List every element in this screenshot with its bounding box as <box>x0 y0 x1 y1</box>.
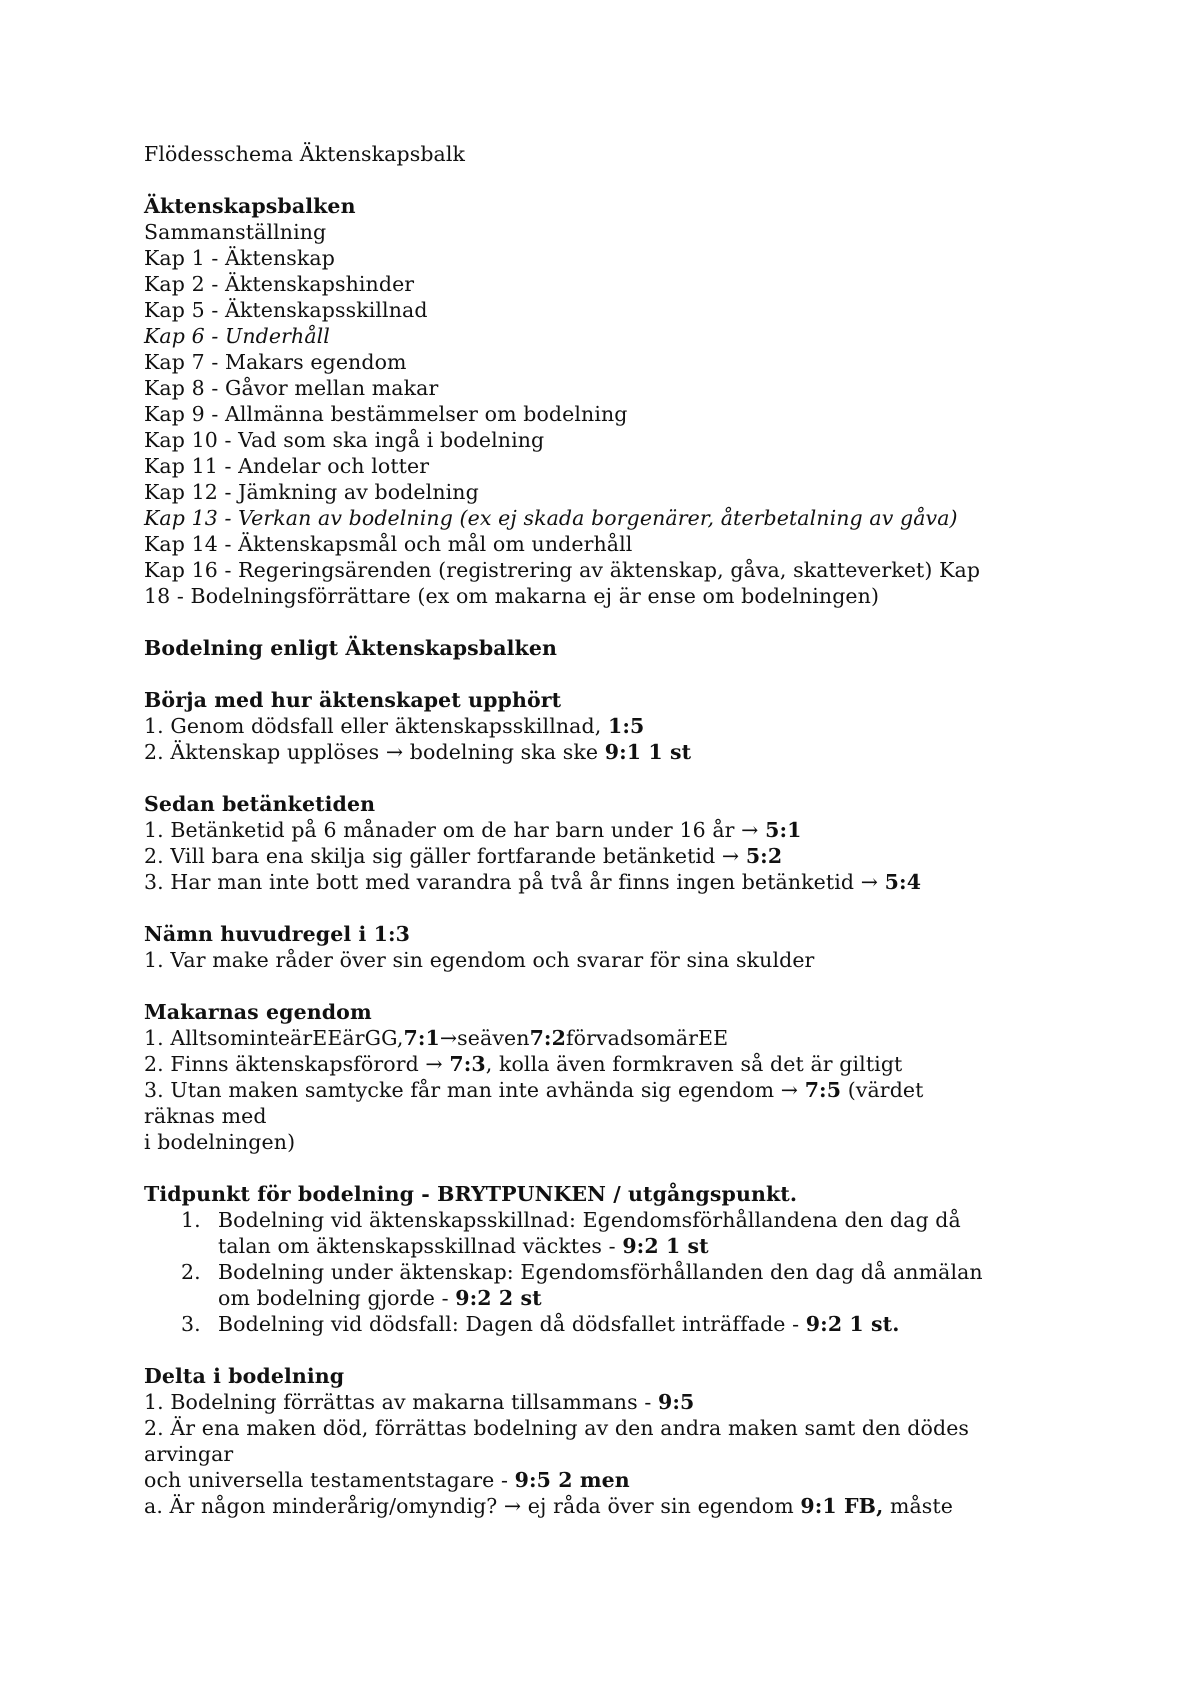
list-item: 1. Bodelning vid äktenskapsskillnad: Egendomsförhållandena den dag då talan om äktenskapsskillnad väcktes - 9:2 1 st <box>181 1208 961 1258</box>
list-item: 3. Bodelning vid dödsfall: Dagen då dödsfallet inträffade - 9:2 1 st. <box>181 1312 900 1336</box>
section-heading-bodelning: Bodelning enligt Äktenskapsbalken <box>144 636 557 660</box>
law-reference: 7:3 <box>449 1052 486 1076</box>
list-item: Kap 5 - Äktenskapsskillnad <box>144 298 428 322</box>
section-heading-huvudregel: Nämn huvudregel i 1:3 <box>144 922 410 946</box>
section-heading-tidpunkt: Tidpunkt för bodelning - BRYTPUNKEN / utgångspunkt. <box>144 1182 798 1206</box>
law-reference: 7:2 <box>529 1026 566 1050</box>
list-item-continuation: arvingar <box>144 1442 234 1466</box>
list-item: Kap 10 - Vad som ska ingå i bodelning <box>144 428 545 452</box>
list-item: 1. Betänketid på 6 månader om de har barn under 16 år → 5:1 <box>144 818 802 842</box>
law-reference: 9:1 FB, <box>800 1494 884 1518</box>
section-heading-delta: Delta i bodelning <box>144 1364 345 1388</box>
list-item: 2. Är ena maken död, förrättas bodelning av den andra maken samt den dödes <box>144 1416 970 1440</box>
law-reference: 9:5 2 men <box>514 1468 630 1492</box>
section-heading-egendom: Makarnas egendom <box>144 1000 372 1024</box>
list-item: Kap 6 - Underhåll <box>144 324 330 348</box>
list-item: 2. Vill bara ena skilja sig gäller fortfarande betänketid → 5:2 <box>144 844 783 868</box>
list-item: 1. Genom dödsfall eller äktenskapsskillnad, 1:5 <box>144 714 645 738</box>
law-reference: 9:2 2 st <box>455 1286 542 1310</box>
list-item-continuation: i bodelningen) <box>144 1130 296 1154</box>
section-heading-betanketid: Sedan betänketiden <box>144 792 376 816</box>
list-item: Kap 16 - Regeringsärenden (registrering av äktenskap, gåva, skatteverket) Kap <box>144 558 981 582</box>
law-reference: 9:2 1 st <box>622 1234 709 1258</box>
list-item: 2. Finns äktenskapsförord → 7:3, kolla även formkraven så det är giltigt <box>144 1052 903 1076</box>
law-reference: 9:1 1 st <box>604 740 692 764</box>
list-item: Sammanställning <box>144 220 327 244</box>
document-title: Flödesschema Äktenskapsbalk <box>144 142 466 166</box>
law-reference: 7:5 <box>804 1078 842 1102</box>
numbered-list <box>144 1207 1064 1337</box>
list-item: 2. Äktenskap upplöses → bodelning ska ske 9:1 1 st <box>144 740 692 764</box>
section-heading-borja: Börja med hur äktenskapet upphört <box>144 688 562 712</box>
list-item: 18 - Bodelningsförrättare (ex om makarna ej är ense om bodelningen) <box>144 584 880 608</box>
list-item: 2. Bodelning under äktenskap: Egendomsförhållanden den dag då anmälan om bodelning gjorde - 9:2 2 st <box>181 1260 983 1310</box>
list-item: Kap 8 - Gåvor mellan makar <box>144 376 439 400</box>
list-item: 1. Bodelning förrättas av makarna tillsammans - 9:5 <box>144 1390 695 1414</box>
section-heading-aktenskapsbalken: Äktenskapsbalken <box>144 194 356 218</box>
list-item-continuation: räknas med <box>144 1104 267 1128</box>
list-item: Kap 9 - Allmänna bestämmelser om bodelning <box>144 402 628 426</box>
list-item: 3. Har man inte bott med varandra på två år finns ingen betänketid → 5:4 <box>144 870 922 894</box>
list-item: 1. Var make råder över sin egendom och svarar för sina skulder <box>144 948 815 972</box>
document-page <box>144 141 1064 1519</box>
law-reference: 9:2 1 st. <box>805 1312 900 1336</box>
law-reference: 7:1 <box>403 1026 440 1050</box>
list-item: Kap 2 - Äktenskapshinder <box>144 272 415 296</box>
list-item: 3. Utan maken samtycke får man inte avhända sig egendom → 7:5 (värdet <box>144 1078 924 1102</box>
law-reference: 5:1 <box>765 818 802 842</box>
list-item: 1. AlltsominteärEEärGG,7:1→seäven7:2förvadsomärEE <box>144 1026 729 1050</box>
law-reference: 9:5 <box>657 1390 695 1414</box>
law-reference: 5:2 <box>745 844 783 868</box>
law-reference: 5:4 <box>884 870 922 894</box>
list-item-continuation: och universella testamentstagare - 9:5 2 men <box>144 1468 630 1492</box>
list-item: Kap 7 - Makars egendom <box>144 350 407 374</box>
law-reference: 1:5 <box>607 714 645 738</box>
list-item: a. Är någon minderårig/omyndig? → ej råda över sin egendom 9:1 FB, måste <box>144 1494 953 1518</box>
list-item: Kap 13 - Verkan av bodelning (ex ej skada borgenärer, återbetalning av gåva) <box>144 506 958 530</box>
list-item: Kap 14 - Äktenskapsmål och mål om underhåll <box>144 532 633 556</box>
list-item: Kap 11 - Andelar och lotter <box>144 454 430 478</box>
list-item: Kap 1 - Äktenskap <box>144 246 335 270</box>
list-item: Kap 12 - Jämkning av bodelning <box>144 480 479 504</box>
